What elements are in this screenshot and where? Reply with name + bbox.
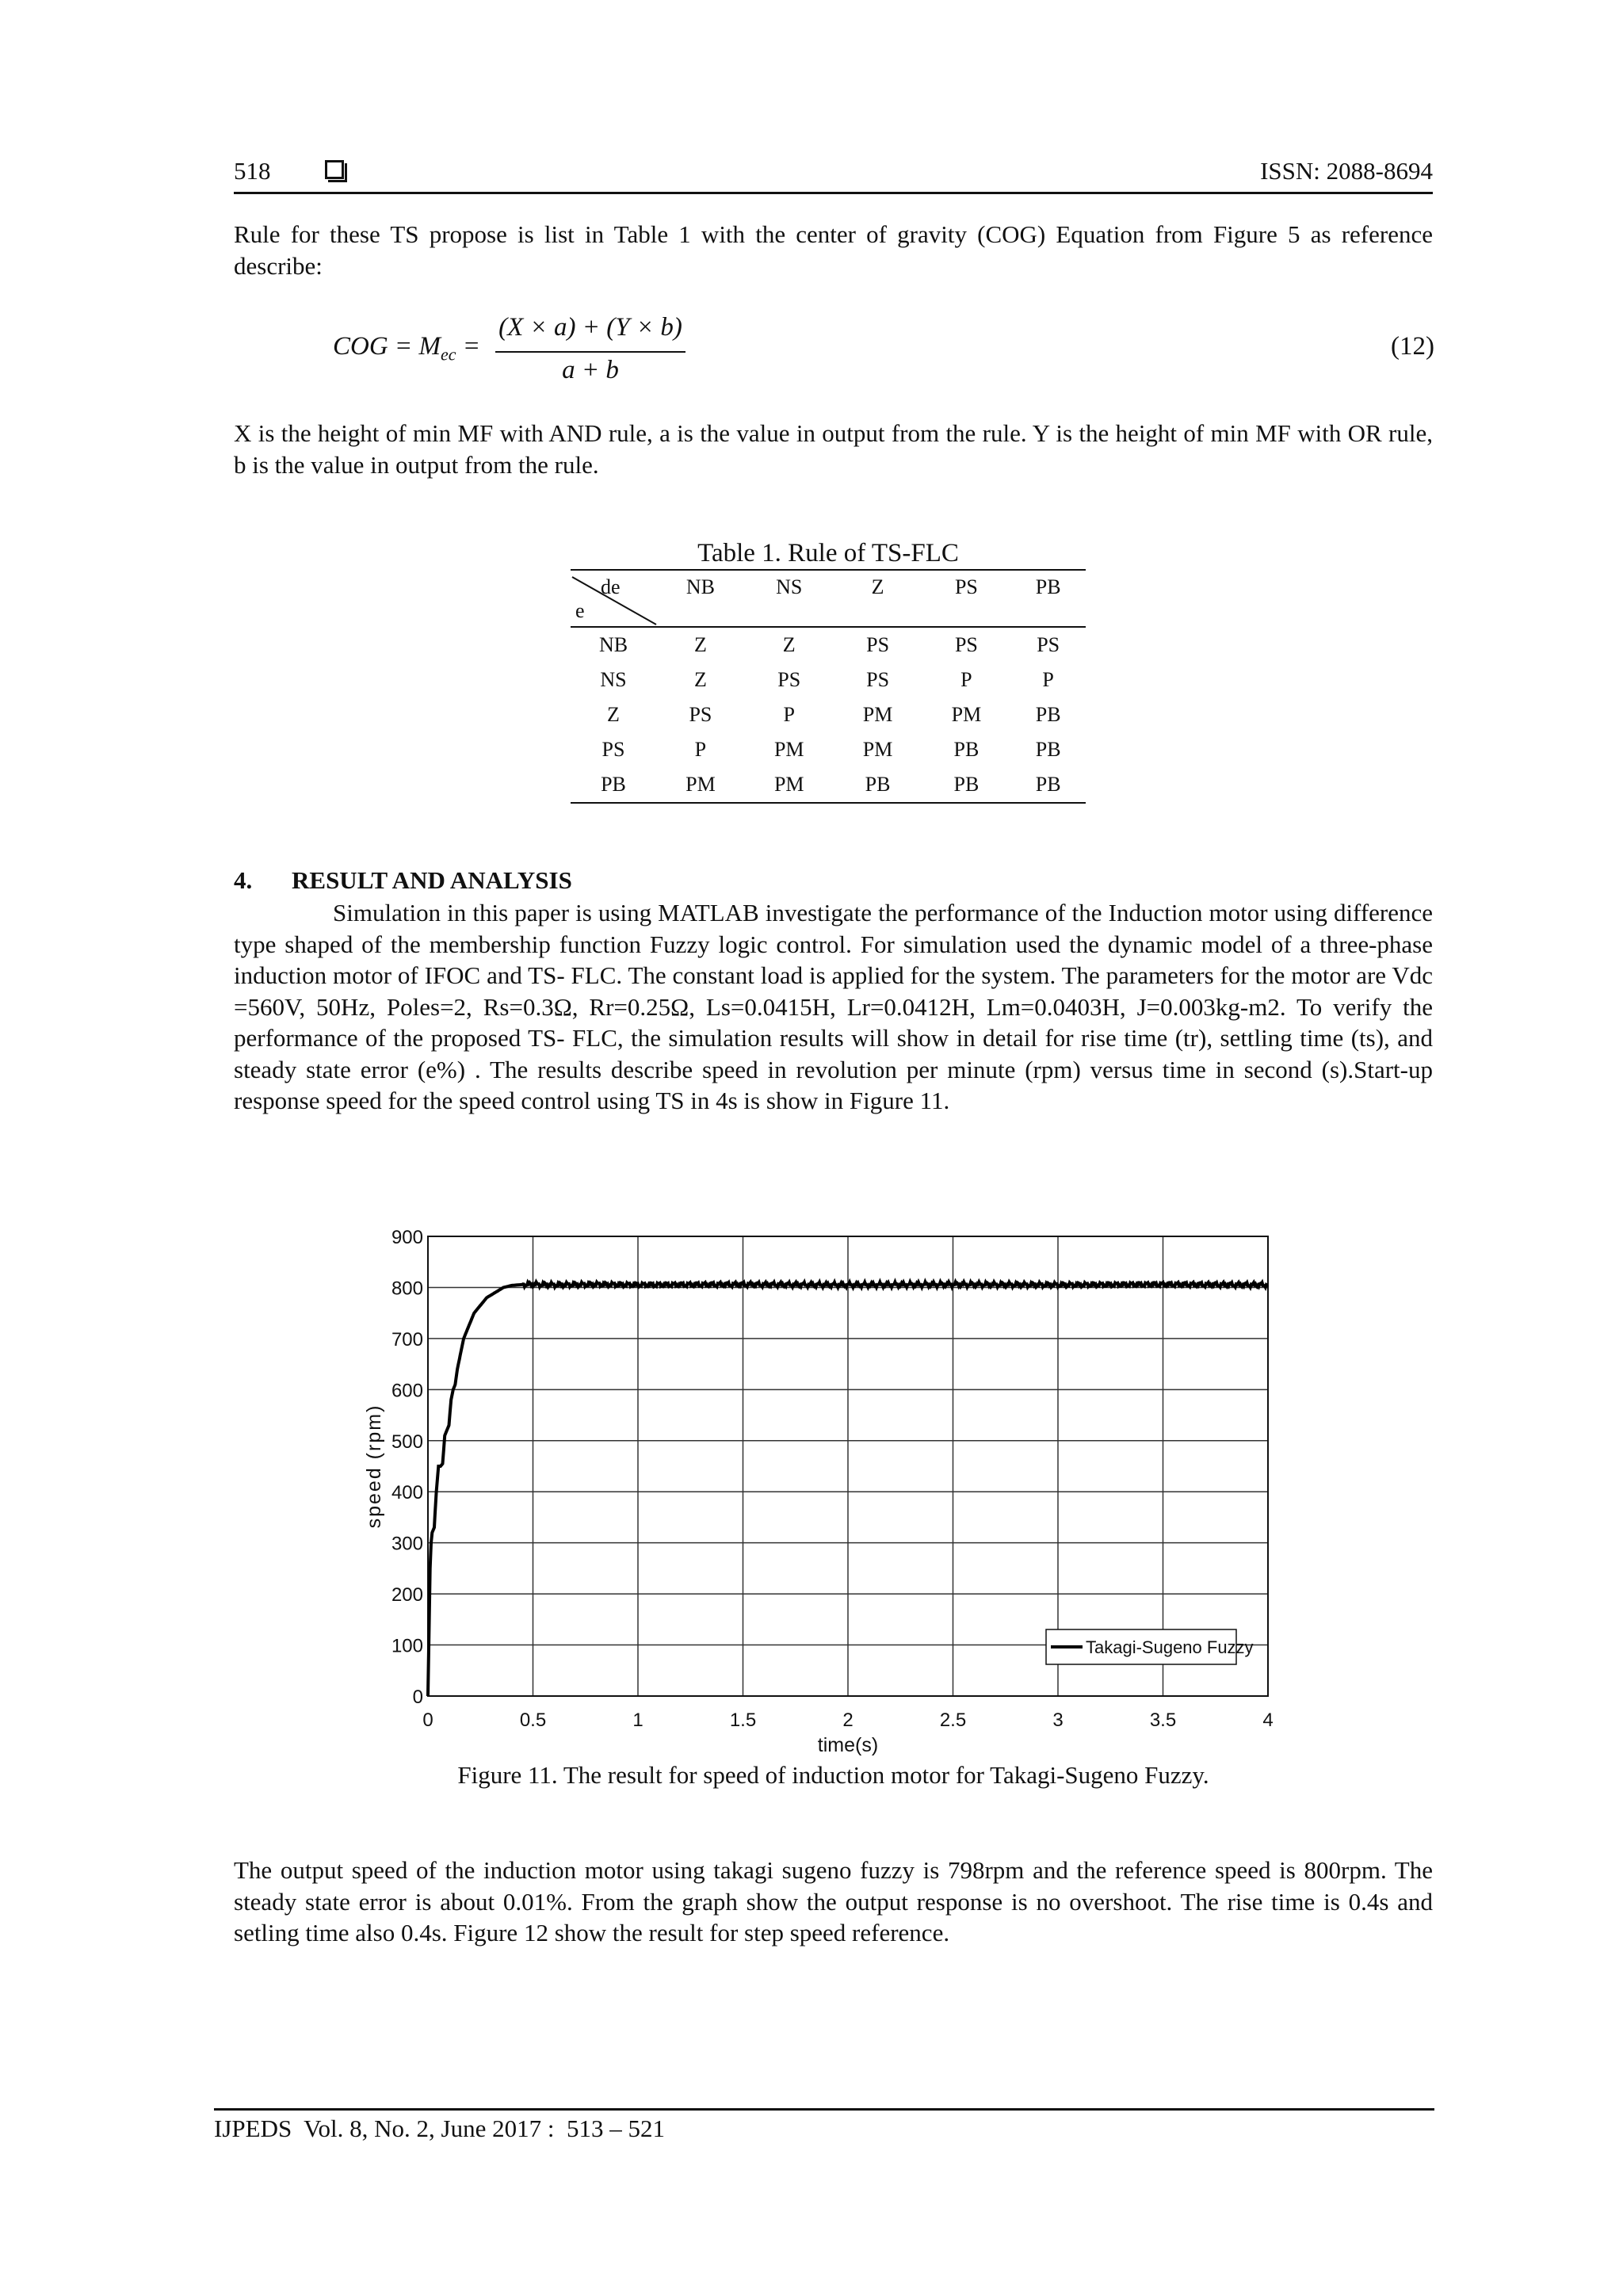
table-cell: P <box>1042 668 1054 691</box>
table-cell: P <box>783 703 795 726</box>
table-row-label: NB <box>598 633 628 656</box>
y-tick-label: 800 <box>391 1278 423 1300</box>
conclusion-paragraph: The output speed of the induction motor using takagi sugeno fuzzy is 798rpm and the reference speed is 800rpm. The steady state error is about 0.01%. From the graph show the output response is no overshoot. The rise time is 0.4s and setling time also 0.4s. Figure 12 show the result for step speed reference. <box>234 1856 1433 1946</box>
table-cell: PS <box>777 668 801 691</box>
table-cell: PS <box>954 633 978 656</box>
table-cell: PB <box>953 738 980 761</box>
y-tick-label: 300 <box>391 1533 423 1555</box>
y-tick-label: 900 <box>391 1227 423 1248</box>
table-cell: PB <box>1035 773 1061 796</box>
table-cell: PS <box>689 703 712 726</box>
results-paragraph: Simulation in this paper is using MATLAB investigate the performance of the Induction motor using difference type shaped of the membership function Fuzzy logic control. For simulation used the dynamic model of a three-phase induction motor of IFOC and TS- FLC. The constant load is applied for the system. The parameters for the motor are Vdc =560V, 50Hz, Poles=2, Rs=0.3Ω, Rr=0.25Ω, Ls=0.0415H, Lr=0.0412H, Lm=0.0403H, J=0.003kg-m2. To verify the performance of the proposed TS- FLC, the simulation results will show in detail for rise time (tr), settling time (ts), and steady state error (e%) . The results describe speed in revolution per minute (rpm) versus time in second (s).Start-up response speed for the speed control using TS in 4s is show in Figure 11. <box>234 899 1433 1114</box>
equation-fraction <box>495 313 685 385</box>
table-col-header: PS <box>954 575 978 598</box>
table-cell: PM <box>862 703 893 726</box>
table-cell: PB <box>1035 703 1061 726</box>
y-tick-label: 600 <box>391 1380 423 1402</box>
table-col-header: PB <box>1035 575 1061 598</box>
speed-chart-svg <box>349 1205 1284 1756</box>
figure-caption: Figure 11. The result for speed of induction motor for Takagi-Sugeno Fuzzy. <box>457 1761 1209 1789</box>
footer-journal: IJPEDS Vol. 8, No. 2, June 2017 : 513 – 521 <box>214 2115 665 2142</box>
page-number: 518 <box>234 157 271 185</box>
table-cell: PS <box>866 633 890 656</box>
header-rule <box>234 192 1433 194</box>
x-tick-label: 1.5 <box>729 1710 757 1731</box>
header-square-icon <box>325 160 344 179</box>
table-corner-cell <box>571 570 656 627</box>
y-tick-label: 700 <box>391 1328 423 1350</box>
table-row-label: PS <box>601 738 625 761</box>
fraction-bar <box>495 351 685 353</box>
legend-label: Takagi-Sugeno Fuzzy <box>1086 1637 1254 1657</box>
table-cell: P <box>960 668 972 691</box>
x-axis-label: time(s) <box>817 1734 879 1756</box>
table-cell: Z <box>693 633 707 656</box>
table-cell: PM <box>773 738 804 761</box>
equation-lhs: COG = $M_{ec}$ = <box>333 332 480 365</box>
cog-equation <box>333 313 1434 392</box>
table-caption: Table 1. Rule of TS-FLC <box>697 539 959 567</box>
table-cell: PB <box>865 773 891 796</box>
y-tick-label: 400 <box>391 1482 423 1504</box>
corner-e-label: e <box>575 599 585 622</box>
x-tick-label: 0.5 <box>519 1710 547 1731</box>
x-tick-label: 3.5 <box>1149 1710 1177 1731</box>
table-cell: P <box>694 738 707 761</box>
table-col-header: NS <box>776 575 803 598</box>
table-cell: PM <box>951 703 982 726</box>
section-heading <box>234 866 572 895</box>
x-tick-label: 1 <box>632 1710 643 1731</box>
table-cell: PS <box>1037 633 1060 656</box>
table-row-label: NS <box>600 668 627 691</box>
y-tick-label: 0 <box>412 1687 423 1708</box>
table-col-header: NB <box>685 575 715 598</box>
table-col-header: Z <box>871 575 884 598</box>
intro-paragraph: Rule for these TS propose is list in Table 1 with the center of gravity (COG) Equation from Figure 5 as reference describe: <box>234 220 1433 280</box>
x-tick-label: 4 <box>1262 1710 1274 1731</box>
table-row <box>571 732 1086 767</box>
table-row <box>571 767 1086 803</box>
x-tick-label: 2.5 <box>939 1710 967 1731</box>
table-cell: Z <box>693 668 707 691</box>
x-tick-label: 3 <box>1052 1710 1064 1731</box>
table-row <box>571 627 1086 663</box>
equation-numerator: (X × a) + (Y × b) <box>498 313 682 342</box>
table-cell: PM <box>685 773 716 796</box>
table-header-row <box>571 570 1086 627</box>
table-cell: PB <box>953 773 980 796</box>
table-row-label: PB <box>601 773 626 796</box>
table-row-label: Z <box>607 703 620 726</box>
corner-de-label: de <box>601 575 621 598</box>
section-title: RESULT AND ANALYSIS <box>292 866 572 894</box>
y-axis-label: speed (rpm) <box>363 1404 385 1529</box>
table-row <box>571 697 1086 732</box>
table-row <box>571 663 1086 697</box>
issn-label: ISSN: 2088-8694 <box>1260 157 1433 185</box>
section-number: 4. <box>234 866 253 894</box>
footer-rule <box>214 2108 1434 2111</box>
table-cell: PB <box>1035 738 1061 761</box>
y-tick-label: 100 <box>391 1635 423 1657</box>
table-cell: PM <box>773 773 804 796</box>
speed-chart <box>349 1205 1284 1756</box>
x-tick-label: 2 <box>842 1710 854 1731</box>
table-cell: Z <box>782 633 796 656</box>
x-tick-label: 0 <box>422 1710 433 1731</box>
table-cell: PM <box>862 738 893 761</box>
table-cell: PS <box>866 668 890 691</box>
equation-denominator: a + b <box>562 356 619 384</box>
rule-table <box>571 569 1086 804</box>
y-tick-label: 500 <box>391 1431 423 1453</box>
y-tick-label: 200 <box>391 1584 423 1606</box>
explanation-paragraph: X is the height of min MF with AND rule, a is the value in output from the rule. Y is the height of min MF with OR rule, b is the value in output from the rule. <box>234 419 1433 479</box>
equation-number: (12) <box>1391 332 1434 361</box>
